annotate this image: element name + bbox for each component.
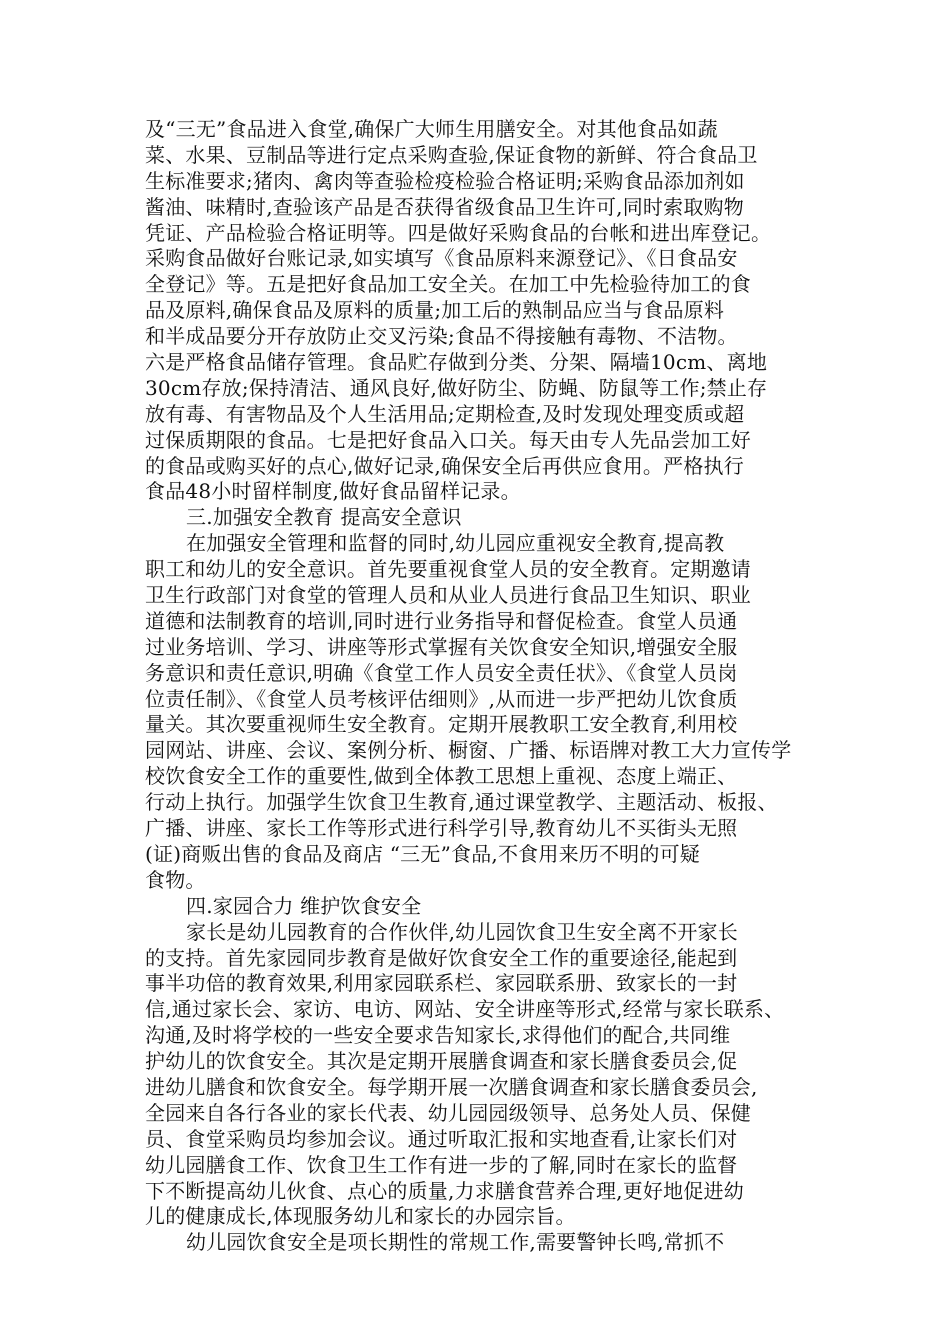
text-line: 务意识和责任意识,明确《食堂工作人员安全责任状》、《食堂人员岗 [145,660,738,685]
text-line: 家长是幼儿园教育的合作伙伴,幼儿园饮食卫生安全离不开家长 [186,919,738,944]
text-line: 品及原料,确保食品及原料的质量;加工后的熟制品应当与食品原料 [145,298,725,323]
text-line: 30cm存放;保持清洁、通风良好,做好防尘、防蝇、防鼠等工作;禁止存 [145,375,768,400]
section-heading: 四.家园合力 维护饮食安全 [186,893,422,918]
text-line: 六是严格食品储存管理。食品贮存做到分类、分架、隔墙10cm、离地 [145,350,768,375]
text-line: 放有毒、有害物品及个人生活用品;定期检查,及时发现处理变质或超 [145,401,745,426]
text-line: 员、食堂采购员均参加会议。通过听取汇报和实地查看,让家长们对 [145,1126,738,1151]
text-line: 广播、讲座、家长工作等形式进行科学引导,教育幼儿不买街头无照 [145,816,738,841]
text-line: 职工和幼儿的安全意识。首先要重视食堂人员的安全教育。定期邀请 [145,557,751,582]
text-line: 事半功倍的教育效果,利用家园联系栏、家园联系册、致家长的一封 [145,971,738,996]
text-line: 下不断提高幼儿伙食、点心的质量,力求膳食营养合理,更好地促进幼 [145,1178,744,1203]
text-line: 及“三无”食品进入食堂,确保广大师生用膳安全。对其他食品如蔬 [145,117,718,141]
text-line: 的食品或购买好的点心,做好记录,确保安全后再供应食用。严格执行 [145,453,744,478]
text-line: 采购食品做好台账记录,如实填写《食品原料来源登记》、《日食品安 [145,246,738,271]
text-line: 进幼儿膳食和饮食安全。每学期开展一次膳食调查和家长膳食委员会, [145,1074,758,1099]
text-line: (证)商贩出售的食品及商店 “三无”食品,不食用来历不明的可疑 [145,841,700,866]
text-line: 位责任制》、《食堂人员考核评估细则》,从而进一步严把幼儿饮食质 [145,686,738,711]
document-body [145,117,815,1256]
text-line: 校饮食安全工作的重要性,做到全体教工思想上重视、态度上端正、 [145,764,738,789]
text-line: 全园来自各行各业的家长代表、幼儿园园级领导、总务处人员、保健 [145,1100,751,1125]
text-line: 酱油、味精时,查验该产品是否获得省级食品卫生许可,同时索取购物 [145,194,744,219]
text-line: 量关。其次要重视师生安全教育。定期开展教职工安全教育,利用校 [145,712,738,737]
text-line: 菜、水果、豆制品等进行定点采购查验,保证食物的新鲜、符合食品卫 [145,142,758,167]
text-line: 护幼儿的饮食安全。其次是定期开展膳食调查和家长膳食委员会,促 [145,1049,738,1074]
text-line: 和半成品要分开存放防止交叉污染;食品不得接触有毒物、不洁物。 [145,324,738,349]
text-line: 全登记》等。五是把好食品加工安全关。在加工中先检验待加工的食 [145,272,751,297]
text-line: 幼儿园膳食工作、饮食卫生工作有进一步的了解,同时在家长的监督 [145,1152,738,1177]
text-line: 沟通,及时将学校的一些安全要求告知家长,求得他们的配合,共同维 [145,1023,731,1048]
text-line: 信,通过家长会、家访、电访、网站、安全讲座等形式,经常与家长联系、 [145,997,785,1022]
text-line: 在加强安全管理和监督的同时,幼儿园应重视安全教育,提高教 [186,531,725,556]
text-line: 凭证、产品检验合格证明等。四是做好采购食品的台帐和进出库登记。 [145,220,772,245]
text-line: 食品48小时留样制度,做好食品留样记录。 [145,479,521,504]
text-line: 儿的健康成长,体现服务幼儿和家长的办园宗旨。 [145,1204,576,1229]
text-line: 卫生行政部门对食堂的管理人员和从业人员进行食品卫生知识、职业 [145,583,751,608]
text-line: 食物。 [145,867,206,892]
text-line: 行动上执行。加强学生饮食卫生教育,通过课堂教学、主题活动、板报、 [145,790,778,815]
text-line: 的支持。首先家园同步教育是做好饮食安全工作的重要途径,能起到 [145,945,738,970]
text-line: 园网站、讲座、会议、案例分析、橱窗、广播、标语牌对教工大力宣传学 [145,738,792,763]
text-line: 过业务培训、学习、讲座等形式掌握有关饮食安全知识,增强安全服 [145,634,738,659]
section-heading: 三.加强安全教育 提高安全意识 [186,505,462,530]
text-line: 道德和法制教育的培训,同时进行业务指导和督促检查。食堂人员通 [145,608,738,633]
text-line: 幼儿园饮食安全是项长期性的常规工作,需要警钟长鸣,常抓不 [186,1230,725,1255]
text-line: 生标准要求;猪肉、禽肉等查验检疫检验合格证明;采购食品添加剂如 [145,168,745,193]
text-line: 过保质期限的食品。七是把好食品入口关。每天由专人先品尝加工好 [145,427,751,452]
